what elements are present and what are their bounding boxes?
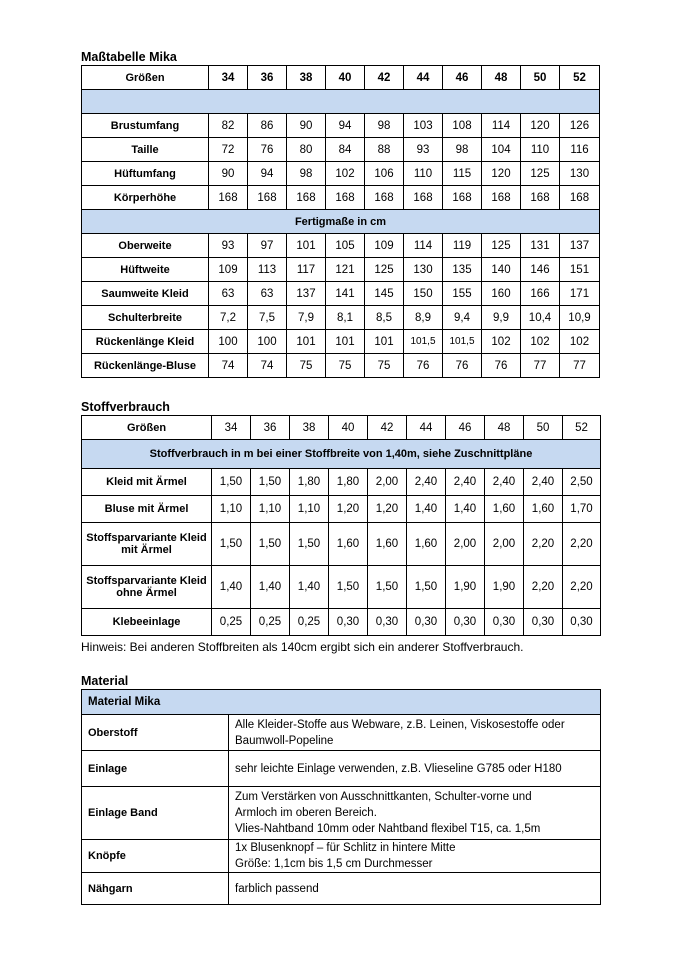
table-cell: 2,20 — [524, 523, 563, 566]
table-cell: 113 — [248, 258, 287, 282]
row-label: Einlage — [82, 751, 229, 787]
table-row — [82, 609, 601, 636]
table-cell: 141 — [326, 282, 365, 306]
table-cell: 75 — [326, 354, 365, 378]
table-header-row — [82, 416, 601, 440]
table-cell: 150 — [404, 282, 443, 306]
table-cell: 2,20 — [563, 523, 601, 566]
table-cell: 119 — [443, 234, 482, 258]
table-cell: 74 — [248, 354, 287, 378]
table-cell: 102 — [326, 162, 365, 186]
table-cell: 98 — [365, 114, 404, 138]
table-cell: 168 — [521, 186, 560, 210]
fabric-note: Hinweis: Bei anderen Stoffbreiten als 140cm ergibt sich ein anderer Stoffverbrauch. — [81, 640, 524, 654]
table-cell: 1,80 — [290, 469, 329, 496]
table-cell: 116 — [560, 138, 600, 162]
table-cell: 88 — [365, 138, 404, 162]
table-cell: 168 — [404, 186, 443, 210]
band-row — [82, 210, 600, 234]
table-cell: 1,10 — [251, 496, 290, 523]
table-cell: 1,40 — [290, 566, 329, 609]
table-cell: 1,40 — [251, 566, 290, 609]
title-stoffverbrauch: Stoffverbrauch — [81, 400, 170, 414]
table-cell: 109 — [209, 258, 248, 282]
material-value — [229, 873, 601, 905]
table-cell: 120 — [521, 114, 560, 138]
table-cell: 2,20 — [563, 566, 601, 609]
table-cell: 166 — [521, 282, 560, 306]
size-header: 38 — [287, 66, 326, 90]
table-cell: 10,9 — [560, 306, 600, 330]
table-cell: 7,5 — [248, 306, 287, 330]
size-header: 48 — [482, 66, 521, 90]
table-cell: 1,90 — [485, 566, 524, 609]
table-cell: 77 — [521, 354, 560, 378]
table-cell: 82 — [209, 114, 248, 138]
table-cell: 74 — [209, 354, 248, 378]
table-cell: 168 — [248, 186, 287, 210]
table-cell: 125 — [482, 234, 521, 258]
material-line: Armloch im oberen Bereich. — [235, 807, 377, 819]
table-row — [82, 114, 600, 138]
fabric-usage-table — [81, 415, 601, 636]
table-cell: 171 — [560, 282, 600, 306]
row-label: Oberstoff — [82, 715, 229, 751]
table-cell: 2,40 — [407, 469, 446, 496]
table-cell: 2,00 — [368, 469, 407, 496]
size-header: 42 — [365, 66, 404, 90]
table-row — [82, 523, 601, 566]
band-row — [82, 90, 600, 114]
size-header: 44 — [404, 66, 443, 90]
table-cell: 117 — [287, 258, 326, 282]
table-row — [82, 496, 601, 523]
table-cell: 102 — [482, 330, 521, 354]
table-header-row — [82, 66, 600, 90]
table-cell: 155 — [443, 282, 482, 306]
table-cell: 109 — [365, 234, 404, 258]
table-cell: 102 — [560, 330, 600, 354]
table-cell: 101,5 — [443, 330, 482, 354]
size-header: 48 — [485, 416, 524, 440]
table-row — [82, 138, 600, 162]
table-row — [82, 306, 600, 330]
table-row — [82, 787, 601, 840]
size-header: 44 — [407, 416, 446, 440]
table-cell: 93 — [209, 234, 248, 258]
table-cell: 121 — [326, 258, 365, 282]
band-row — [82, 440, 601, 469]
table-row — [82, 162, 600, 186]
table-cell: 80 — [287, 138, 326, 162]
table-row — [82, 258, 600, 282]
material-line: Vlies-Nahtband 10mm oder Nahtband flexibel T15, ca. 1,5m — [235, 823, 541, 835]
row-label: Stoffsparvariante Kleid mit Ärmel — [82, 523, 212, 566]
table-row — [82, 751, 601, 787]
size-header: 34 — [212, 416, 251, 440]
table-cell: 2,50 — [563, 469, 601, 496]
table-cell: 0,30 — [485, 609, 524, 636]
size-header: 34 — [209, 66, 248, 90]
table-cell: 105 — [326, 234, 365, 258]
table-cell: 114 — [404, 234, 443, 258]
table-cell: 0,25 — [290, 609, 329, 636]
table-cell: 7,2 — [209, 306, 248, 330]
size-header: 46 — [446, 416, 485, 440]
table-cell: 76 — [248, 138, 287, 162]
table-row — [82, 282, 600, 306]
table-cell: 1,40 — [446, 496, 485, 523]
size-header: 36 — [251, 416, 290, 440]
table-cell: 1,40 — [212, 566, 251, 609]
table-cell: 0,30 — [524, 609, 563, 636]
table-cell: 146 — [521, 258, 560, 282]
table-cell: 90 — [209, 162, 248, 186]
table-cell: 168 — [482, 186, 521, 210]
size-header: 36 — [248, 66, 287, 90]
size-header: 52 — [563, 416, 601, 440]
table-cell: 0,30 — [446, 609, 485, 636]
material-header: Material Mika — [82, 690, 601, 715]
material-line: 1x Blusenknopf – für Schlitz in hintere Mitte — [235, 842, 456, 854]
table-cell: 137 — [560, 234, 600, 258]
table-cell: 94 — [326, 114, 365, 138]
table-cell: 1,50 — [329, 566, 368, 609]
table-cell: 0,30 — [563, 609, 601, 636]
table-cell: 1,40 — [407, 496, 446, 523]
table-cell: 100 — [248, 330, 287, 354]
material-value — [229, 787, 601, 840]
material-line: Alle Kleider-Stoffe aus Webware, z.B. Leinen, Viskosestoffe oder — [235, 718, 565, 731]
table-cell: 168 — [326, 186, 365, 210]
size-header: 42 — [368, 416, 407, 440]
table-cell: 1,50 — [368, 566, 407, 609]
table-cell: 1,20 — [368, 496, 407, 523]
table-cell: 106 — [365, 162, 404, 186]
material-table — [81, 689, 601, 905]
table-cell: 1,10 — [212, 496, 251, 523]
table-cell: 135 — [443, 258, 482, 282]
table-cell: 0,25 — [251, 609, 290, 636]
size-header: 40 — [329, 416, 368, 440]
table-cell: 125 — [365, 258, 404, 282]
table-cell: 1,60 — [524, 496, 563, 523]
table-cell: 0,30 — [329, 609, 368, 636]
row-label: Klebeeinlage — [82, 609, 212, 636]
table-cell: 84 — [326, 138, 365, 162]
row-label: Stoffsparvariante Kleid ohne Ärmel — [82, 566, 212, 609]
table-cell: 1,80 — [329, 469, 368, 496]
table-cell: 130 — [404, 258, 443, 282]
table-cell: 76 — [482, 354, 521, 378]
table-row — [82, 715, 601, 751]
table-row — [82, 186, 600, 210]
usage-band: Stoffverbrauch in m bei einer Stoffbreite von 1,40m, siehe Zuschnittpläne — [82, 440, 601, 469]
table-cell: 108 — [443, 114, 482, 138]
material-line: Größe: 1,1cm bis 1,5 cm Durchmesser — [235, 858, 433, 870]
table-cell: 0,25 — [212, 609, 251, 636]
material-value — [229, 751, 601, 787]
table-cell: 168 — [365, 186, 404, 210]
table-cell: 168 — [560, 186, 600, 210]
table-cell: 1,10 — [290, 496, 329, 523]
row-label: Brustumfang — [82, 114, 209, 138]
row-label: Oberweite — [82, 234, 209, 258]
row-label: Taille — [82, 138, 209, 162]
table-cell: 76 — [443, 354, 482, 378]
table-row — [82, 469, 601, 496]
table-cell: 2,00 — [485, 523, 524, 566]
size-header: 50 — [521, 66, 560, 90]
row-label: Rückenlänge-Bluse — [82, 354, 209, 378]
table-cell: 9,9 — [482, 306, 521, 330]
row-label: Knöpfe — [82, 840, 229, 873]
table-cell: 10,4 — [521, 306, 560, 330]
table-cell: 77 — [560, 354, 600, 378]
table-cell: 98 — [443, 138, 482, 162]
table-cell: 8,1 — [326, 306, 365, 330]
table-cell: 137 — [287, 282, 326, 306]
table-cell: 8,9 — [404, 306, 443, 330]
table-cell: 160 — [482, 282, 521, 306]
table-cell: 2,40 — [485, 469, 524, 496]
table-cell: 1,90 — [446, 566, 485, 609]
table-cell: 2,20 — [524, 566, 563, 609]
table-cell: 130 — [560, 162, 600, 186]
table-cell: 114 — [482, 114, 521, 138]
table-cell: 90 — [287, 114, 326, 138]
size-header: 38 — [290, 416, 329, 440]
table-cell: 94 — [248, 162, 287, 186]
row-label: Hüftumfang — [82, 162, 209, 186]
table-row — [82, 873, 601, 905]
material-value — [229, 715, 601, 751]
table-cell: 0,30 — [407, 609, 446, 636]
table-cell: 8,5 — [365, 306, 404, 330]
table-row — [82, 566, 601, 609]
table-cell: 168 — [443, 186, 482, 210]
table-cell: 101 — [365, 330, 404, 354]
table-cell: 2,00 — [446, 523, 485, 566]
row-label: Hüftweite — [82, 258, 209, 282]
table-row — [82, 354, 600, 378]
header-label: Größen — [82, 416, 212, 440]
table-cell: 1,50 — [251, 523, 290, 566]
table-cell: 98 — [287, 162, 326, 186]
table-cell: 63 — [209, 282, 248, 306]
table-cell: 168 — [209, 186, 248, 210]
table-cell: 104 — [482, 138, 521, 162]
header-label: Größen — [82, 66, 209, 90]
table-cell: 7,9 — [287, 306, 326, 330]
table-cell: 1,60 — [485, 496, 524, 523]
row-label: Bluse mit Ärmel — [82, 496, 212, 523]
row-label: Saumweite Kleid — [82, 282, 209, 306]
table-cell: 101,5 — [404, 330, 443, 354]
table-cell: 126 — [560, 114, 600, 138]
table-cell: 125 — [521, 162, 560, 186]
row-label: Rückenlänge Kleid — [82, 330, 209, 354]
table-cell: 131 — [521, 234, 560, 258]
band-row — [82, 690, 601, 715]
table-cell: 93 — [404, 138, 443, 162]
table-cell: 140 — [482, 258, 521, 282]
size-table — [81, 65, 600, 378]
material-line: farblich passend — [235, 882, 319, 895]
table-cell: 1,70 — [563, 496, 601, 523]
size-header: 40 — [326, 66, 365, 90]
table-cell: 1,50 — [407, 566, 446, 609]
material-line: Baumwoll-Popeline — [235, 734, 334, 747]
table-cell: 145 — [365, 282, 404, 306]
row-label: Schulterbreite — [82, 306, 209, 330]
table-cell: 97 — [248, 234, 287, 258]
table-cell: 101 — [326, 330, 365, 354]
table-cell: 115 — [443, 162, 482, 186]
material-line: sehr leichte Einlage verwenden, z.B. Vlieseline G785 oder H180 — [235, 762, 562, 775]
table-cell: 1,50 — [212, 523, 251, 566]
size-header: 52 — [560, 66, 600, 90]
table-cell: 120 — [482, 162, 521, 186]
table-cell: 1,50 — [212, 469, 251, 496]
row-label: Nähgarn — [82, 873, 229, 905]
table-cell: 110 — [404, 162, 443, 186]
table-cell: 2,40 — [524, 469, 563, 496]
table-row — [82, 840, 601, 873]
table-row — [82, 234, 600, 258]
table-cell: 101 — [287, 234, 326, 258]
finished-band: Fertigmaße in cm — [82, 210, 600, 234]
table-cell: 75 — [287, 354, 326, 378]
table-row — [82, 330, 600, 354]
table-cell: 110 — [521, 138, 560, 162]
material-line: Zum Verstärken von Ausschnittkanten, Schulter-vorne und — [235, 791, 532, 803]
table-cell: 1,20 — [329, 496, 368, 523]
table-cell: 1,50 — [251, 469, 290, 496]
row-label: Körperhöhe — [82, 186, 209, 210]
row-label: Kleid mit Ärmel — [82, 469, 212, 496]
size-header: 50 — [524, 416, 563, 440]
table-cell: 151 — [560, 258, 600, 282]
table-cell: 2,40 — [446, 469, 485, 496]
table-cell: 63 — [248, 282, 287, 306]
table-cell: 1,50 — [290, 523, 329, 566]
material-value — [229, 840, 601, 873]
table-cell: 72 — [209, 138, 248, 162]
table-cell: 101 — [287, 330, 326, 354]
table-cell: 103 — [404, 114, 443, 138]
table-cell: 86 — [248, 114, 287, 138]
title-masstabelle: Maßtabelle Mika — [81, 50, 177, 64]
row-label: Einlage Band — [82, 787, 229, 840]
table-cell: 1,60 — [407, 523, 446, 566]
size-header: 46 — [443, 66, 482, 90]
table-cell: 100 — [209, 330, 248, 354]
title-material: Material — [81, 674, 129, 688]
table-cell: 76 — [404, 354, 443, 378]
table-cell: 102 — [521, 330, 560, 354]
table-cell: 168 — [287, 186, 326, 210]
table-cell: 9,4 — [443, 306, 482, 330]
table-cell: 1,60 — [329, 523, 368, 566]
table-cell: 0,30 — [368, 609, 407, 636]
band-empty — [82, 90, 600, 114]
table-cell: 75 — [365, 354, 404, 378]
table-cell: 1,60 — [368, 523, 407, 566]
